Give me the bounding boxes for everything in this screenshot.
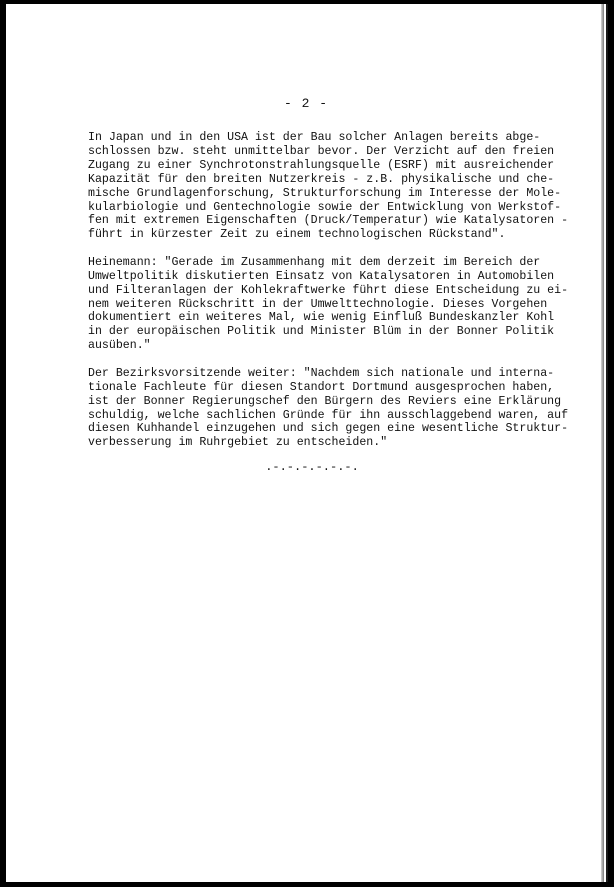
page-number: - 2 - — [283, 96, 328, 111]
text-line: Heinemann: "Gerade im Zusammenhang mit dem derzeit im Bereich der — [88, 255, 541, 269]
end-of-text-mark: .-.-.-.-.-.-. — [265, 460, 359, 474]
text-line: ist der Bonner Regierungschef den Bürgern des Reviers eine Erklärung — [88, 394, 562, 408]
text-line: in der europäischen Politik und Minister Blüm in der Bonner Politik — [88, 325, 555, 339]
text-line: führt in kürzester Zeit zu einem technologischen Rückstand". — [88, 228, 506, 242]
body-text — [88, 131, 578, 464]
paragraph-bezirksvorsitzende — [88, 367, 578, 450]
text-line: diesen Kuhhandel einzugehen und sich gegen eine wesentliche Struktur- — [88, 422, 569, 436]
text-line: schuldig, welche sachlichen Gründe für ihn ausschlaggebend waren, auf — [88, 408, 569, 422]
text-line: In Japan und in den USA ist der Bau solcher Anlagen bereits abge- — [88, 131, 541, 144]
text-line: Kapazität für den breiten Nutzerkreis - z.B. physikalische und che- — [88, 172, 555, 186]
text-line: nem weiteren Rückschritt in der Umwelttechnologie. Dieses Vorgehen — [88, 297, 548, 311]
text-line: und Filteranlagen der Kohlekraftwerke führt diese Entscheidung zu ei- — [88, 283, 569, 297]
document-page — [6, 4, 608, 882]
text-line: fen mit extremen Eigenschaften (Druck/Temperatur) wie Katalysatoren - — [88, 214, 569, 228]
text-line: kularbiologie und Gentechnologie sowie der Entwicklung von Werkstof- — [88, 200, 562, 214]
text-line: verbesserung im Ruhrgebiet zu entscheiden." — [88, 436, 388, 450]
scan-edge — [601, 4, 604, 882]
text-line: Zugang zu einer Synchrotonstrahlungsquelle (ESRF) mit ausreichender — [88, 158, 555, 172]
paragraph-japan-usa — [88, 131, 578, 242]
paragraph-heinemann-quote — [88, 256, 578, 353]
text-line: ausüben." — [88, 339, 151, 353]
text-line: Umweltpolitik diskutierten Einsatz von Katalysatoren in Automobilen — [88, 269, 555, 283]
text-line: Der Bezirksvorsitzende weiter: "Nachdem sich nationale und interna- — [88, 366, 555, 380]
text-line: schlossen bzw. steht unmittelbar bevor. Der Verzicht auf den freien — [88, 144, 555, 158]
text-line: dokumentiert ein weiteres Mal, wie wenig Einfluß Bundeskanzler Kohl — [88, 311, 555, 325]
text-line: mische Grundlagenforschung, Strukturforschung im Interesse der Mole- — [88, 186, 562, 200]
text-line: tionale Fachleute für diesen Standort Dortmund ausgesprochen haben, — [88, 380, 555, 394]
